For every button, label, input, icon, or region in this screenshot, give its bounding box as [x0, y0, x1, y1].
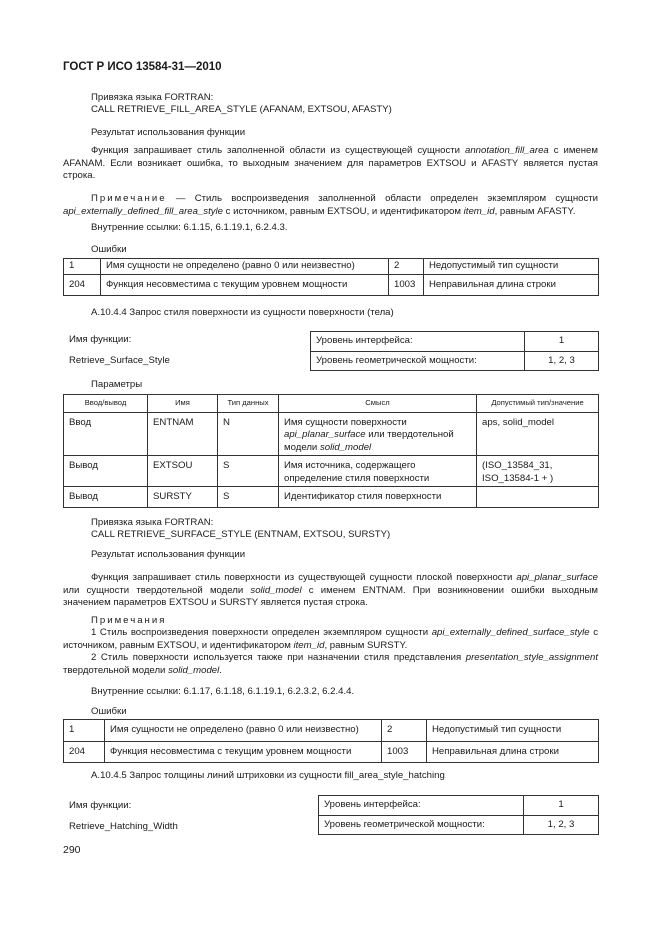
table-row — [319, 796, 599, 816]
power-label: Уровень геометрической мощности: — [311, 351, 525, 371]
description-paragraph: Функция запрашивает стиль поверхности из существующей сущности плоской поверхности api_planar_surface или сущности твердотельной модели solid_model с именем ENTNAM. При возникновении ошибки выходным значением параметров EXTSOU и SURSTY является пустая строка. — [63, 572, 598, 609]
error-code: 2 — [382, 720, 427, 742]
error-description: Неправильная длина строки — [424, 274, 599, 296]
table-row — [64, 456, 599, 487]
error-code: 204 — [64, 741, 105, 763]
table-row — [64, 259, 599, 275]
table-header-row — [64, 395, 599, 413]
note-1: 1 Стиль воспроизведения поверхности определен экземпляром сущности api_externally_defined_surface_style с источником, равным EXTSOU, и идентификатором item_id, равным SURSTY. — [63, 627, 598, 651]
note-2: 2 Стиль поверхности используется также при назначении стиля представления presentation_style_assignment твердотельной модели solid_model. — [63, 652, 598, 676]
error-code: 1 — [64, 259, 101, 275]
fortran-call: CALL RETRIEVE_SURFACE_STYLE (ENTNAM, EXTSOU, SURSTY) — [91, 529, 391, 540]
level-label: Уровень интерфейса: — [319, 796, 524, 816]
error-description: Неправильная длина строки — [427, 741, 599, 763]
column-header: Тип данных — [218, 395, 279, 413]
section-heading: A.10.4.4 Запрос стиля поверхности из сущности поверхности (тела) — [91, 307, 394, 318]
table-row — [319, 815, 599, 835]
level-table — [318, 795, 599, 835]
table-row — [311, 351, 599, 371]
power-label: Уровень геометрической мощности: — [319, 815, 524, 835]
column-header: Смысл — [279, 395, 477, 413]
column-header: Имя — [148, 395, 218, 413]
notes-label: Примечания — [91, 615, 167, 626]
error-code: 2 — [389, 259, 424, 275]
page-header: ГОСТ Р ИСО 13584-31—2010 — [63, 61, 222, 73]
binding-label: Привязка языка FORTRAN: — [91, 92, 214, 103]
note-paragraph: Примечание — Стиль воспроизведения заполненной области определен экземпляром сущности api_externally_defined_fill_area_style с источником, равным EXTSOU, и идентификатором item_id, равным AFASTY. — [63, 193, 598, 217]
errors-table — [63, 258, 599, 296]
internal-refs: Внутренние ссылки: 6.1.15, 6.1.19.1, 6.2.4.3. — [91, 222, 288, 233]
errors-label: Ошибки — [91, 706, 127, 717]
function-name: Retrieve_Hatching_Width — [69, 821, 178, 832]
params-label: Параметры — [91, 379, 143, 390]
allowed-cell: (ISO_13584_31, ISO_13584-1 + ) — [477, 456, 599, 487]
error-description: Имя сущности не определено (равно 0 или неизвестно) — [105, 720, 382, 742]
power-value: 1, 2, 3 — [525, 351, 599, 371]
table-row — [64, 487, 599, 508]
fortran-call: CALL RETRIEVE_FILL_AREA_STYLE (AFANAM, EXTSOU, AFASTY) — [91, 104, 392, 115]
level-value: 1 — [525, 332, 599, 352]
params-table — [63, 394, 599, 508]
table-row — [64, 274, 599, 296]
error-description: Имя сущности не определено (равно 0 или неизвестно) — [101, 259, 389, 275]
function-name: Retrieve_Surface_Style — [69, 355, 170, 366]
internal-refs: Внутренние ссылки: 6.1.17, 6.1.18, 6.1.19.1, 6.2.3.2, 6.2.4.4. — [91, 686, 355, 697]
error-code: 1003 — [389, 274, 424, 296]
errors-label: Ошибки — [91, 244, 127, 255]
error-description: Недопустимый тип сущности — [424, 259, 599, 275]
section-heading: A.10.4.5 Запрос толщины линий штриховки из сущности fill_area_style_hatching — [91, 770, 445, 781]
name-cell: EXTSOU — [148, 456, 218, 487]
meaning-cell: Идентификатор стиля поверхности — [279, 487, 477, 508]
error-description: Функция несовместима с текущим уровнем мощности — [101, 274, 389, 296]
page-number: 290 — [63, 844, 81, 856]
meaning-cell: Имя источника, содержащего определение стиля поверхности — [279, 456, 477, 487]
table-row — [64, 720, 599, 742]
io-cell: Вывод — [64, 456, 148, 487]
description-paragraph: Функция запрашивает стиль заполненной области из существующей сущности annotation_fill_area с именем AFANAM. Если возникает ошибка, то выходным значением для параметров EXTSOU и AFASTY является пустая строка. — [63, 145, 598, 182]
name-cell: SURSTY — [148, 487, 218, 508]
error-code: 204 — [64, 274, 101, 296]
level-label: Уровень интерфейса: — [311, 332, 525, 352]
io-cell: Вывод — [64, 487, 148, 508]
allowed-cell — [477, 487, 599, 508]
meaning-cell: Имя сущности поверхности api_planar_surface или твердотельной модели solid_model — [279, 412, 477, 456]
table-row — [311, 332, 599, 352]
allowed-cell: aps, solid_model — [477, 412, 599, 456]
function-name-label: Имя функции: — [69, 800, 132, 811]
error-code: 1 — [64, 720, 105, 742]
function-name-label: Имя функции: — [69, 334, 132, 345]
table-row — [64, 412, 599, 456]
column-header: Ввод/вывод — [64, 395, 148, 413]
binding-label: Привязка языка FORTRAN: — [91, 517, 214, 528]
type-cell: S — [218, 456, 279, 487]
column-header: Допустимый тип/значение — [477, 395, 599, 413]
level-value: 1 — [524, 796, 599, 816]
name-cell: ENTNAM — [148, 412, 218, 456]
level-table — [310, 331, 599, 371]
io-cell: Ввод — [64, 412, 148, 456]
power-value: 1, 2, 3 — [524, 815, 599, 835]
type-cell: N — [218, 412, 279, 456]
errors-table — [63, 719, 599, 763]
type-cell: S — [218, 487, 279, 508]
error-description: Функция несовместима с текущим уровнем мощности — [105, 741, 382, 763]
result-label: Результат использования функции — [91, 549, 246, 560]
error-description: Недопустимый тип сущности — [427, 720, 599, 742]
error-code: 1003 — [382, 741, 427, 763]
result-label: Результат использования функции — [91, 127, 246, 138]
table-row — [64, 741, 599, 763]
